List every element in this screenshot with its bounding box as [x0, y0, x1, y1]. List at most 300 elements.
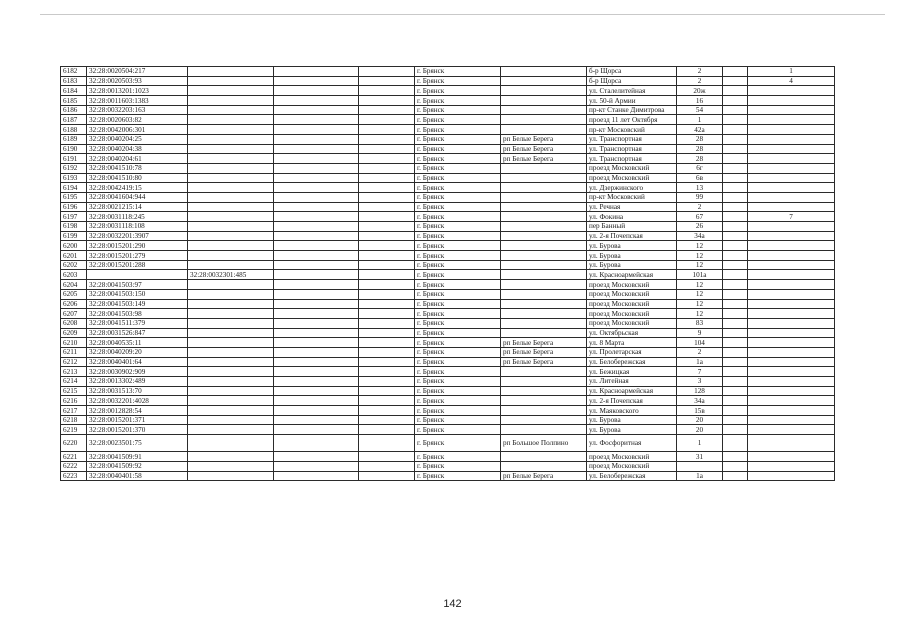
previous-number-cell	[188, 338, 274, 348]
apartment-cell	[748, 415, 835, 425]
previous-number-cell	[188, 357, 274, 367]
table-row	[61, 241, 835, 251]
empty-cell	[274, 386, 359, 396]
previous-number-cell	[188, 125, 274, 135]
empty-cell	[723, 115, 748, 125]
city-cell: г. Брянск	[415, 251, 501, 261]
city-cell: г. Брянск	[415, 425, 501, 435]
empty-cell	[359, 192, 415, 202]
apartment-cell	[748, 115, 835, 125]
empty-cell	[274, 212, 359, 222]
empty-cell	[723, 289, 748, 299]
table-row	[61, 309, 835, 319]
apartment-cell	[748, 435, 835, 452]
house-number-cell: 12	[677, 309, 723, 319]
district-cell	[501, 377, 587, 387]
table-row	[61, 134, 835, 144]
apartment-cell	[748, 338, 835, 348]
empty-cell	[274, 471, 359, 481]
apartment-cell	[748, 125, 835, 135]
empty-cell	[723, 347, 748, 357]
cadastral-number-cell: 32:28:0032201:4028	[87, 396, 188, 406]
empty-cell	[274, 406, 359, 416]
cadastral-number-cell: 32:28:0041509:91	[87, 452, 188, 462]
empty-cell	[723, 231, 748, 241]
district-cell	[501, 328, 587, 338]
city-cell: г. Брянск	[415, 415, 501, 425]
district-cell	[501, 125, 587, 135]
street-cell: ул. Красноармейская	[587, 270, 677, 280]
district-cell	[501, 173, 587, 183]
street-cell: ул. Бурова	[587, 251, 677, 261]
cadastral-number-cell: 32:28:0041511:379	[87, 318, 188, 328]
house-number-cell: 31	[677, 452, 723, 462]
street-cell: ул. Красноармейская	[587, 386, 677, 396]
empty-cell	[723, 251, 748, 261]
empty-cell	[274, 377, 359, 387]
empty-cell	[359, 105, 415, 115]
house-number-cell: 28	[677, 154, 723, 164]
city-cell: г. Брянск	[415, 183, 501, 193]
street-cell: проезд Московский	[587, 299, 677, 309]
row-number-cell: 6207	[61, 309, 87, 319]
house-number-cell: 2	[677, 76, 723, 86]
previous-number-cell: 32:28:0032301:485	[188, 270, 274, 280]
house-number-cell: 28	[677, 134, 723, 144]
district-cell	[501, 260, 587, 270]
previous-number-cell	[188, 202, 274, 212]
previous-number-cell	[188, 67, 274, 77]
cadastral-number-cell: 32:28:0030902:909	[87, 367, 188, 377]
city-cell: г. Брянск	[415, 212, 501, 222]
street-cell: ул. Пролетарская	[587, 347, 677, 357]
table-row	[61, 86, 835, 96]
empty-cell	[723, 270, 748, 280]
empty-cell	[359, 134, 415, 144]
row-number-cell: 6188	[61, 125, 87, 135]
street-cell: ул. Бурова	[587, 260, 677, 270]
street-cell: ул. Транспортная	[587, 144, 677, 154]
row-number-cell: 6204	[61, 280, 87, 290]
row-number-cell: 6222	[61, 461, 87, 471]
table-row	[61, 270, 835, 280]
district-cell	[501, 202, 587, 212]
empty-cell	[359, 415, 415, 425]
table-row	[61, 260, 835, 270]
empty-cell	[723, 309, 748, 319]
apartment-cell	[748, 377, 835, 387]
city-cell: г. Брянск	[415, 299, 501, 309]
empty-cell	[723, 280, 748, 290]
empty-cell	[274, 280, 359, 290]
city-cell: г. Брянск	[415, 461, 501, 471]
apartment-cell	[748, 154, 835, 164]
empty-cell	[274, 435, 359, 452]
table-row	[61, 96, 835, 106]
street-cell: ул. Сталелитейная	[587, 86, 677, 96]
table-row	[61, 105, 835, 115]
empty-cell	[723, 406, 748, 416]
empty-cell	[359, 357, 415, 367]
house-number-cell: 6в	[677, 173, 723, 183]
street-cell: проезд 11 лет Октября	[587, 115, 677, 125]
apartment-cell	[748, 367, 835, 377]
empty-cell	[723, 425, 748, 435]
apartment-cell	[748, 105, 835, 115]
empty-cell	[359, 318, 415, 328]
house-number-cell: 6г	[677, 163, 723, 173]
empty-cell	[359, 452, 415, 462]
cadastral-number-cell: 32:28:0040209:20	[87, 347, 188, 357]
empty-cell	[359, 260, 415, 270]
row-number-cell: 6196	[61, 202, 87, 212]
cadastral-number-cell: 32:28:0015201:279	[87, 251, 188, 261]
empty-cell	[723, 435, 748, 452]
empty-cell	[723, 328, 748, 338]
apartment-cell	[748, 299, 835, 309]
city-cell: г. Брянск	[415, 154, 501, 164]
cadastral-number-cell: 32:28:0015201:290	[87, 241, 188, 251]
previous-number-cell	[188, 347, 274, 357]
city-cell: г. Брянск	[415, 173, 501, 183]
apartment-cell	[748, 406, 835, 416]
row-number-cell: 6218	[61, 415, 87, 425]
table-row	[61, 367, 835, 377]
empty-cell	[723, 299, 748, 309]
empty-cell	[723, 96, 748, 106]
previous-number-cell	[188, 289, 274, 299]
empty-cell	[274, 173, 359, 183]
empty-cell	[723, 212, 748, 222]
apartment-cell	[748, 241, 835, 251]
empty-cell	[723, 202, 748, 212]
previous-number-cell	[188, 105, 274, 115]
street-cell: ул. 2-я Почепская	[587, 396, 677, 406]
empty-cell	[274, 125, 359, 135]
apartment-cell	[748, 86, 835, 96]
street-cell: ул. Бурова	[587, 241, 677, 251]
district-cell	[501, 241, 587, 251]
empty-cell	[274, 231, 359, 241]
registry-rows	[61, 67, 835, 481]
table-row	[61, 76, 835, 86]
table-row	[61, 435, 835, 452]
cadastral-number-cell: 32:28:0031526:847	[87, 328, 188, 338]
city-cell: г. Брянск	[415, 357, 501, 367]
previous-number-cell	[188, 377, 274, 387]
empty-cell	[723, 396, 748, 406]
district-cell: рп Белые Берега	[501, 471, 587, 481]
house-number-cell	[677, 461, 723, 471]
empty-cell	[723, 105, 748, 115]
district-cell	[501, 406, 587, 416]
city-cell: г. Брянск	[415, 76, 501, 86]
empty-cell	[359, 86, 415, 96]
apartment-cell: 1	[748, 67, 835, 77]
row-number-cell: 6213	[61, 367, 87, 377]
apartment-cell	[748, 192, 835, 202]
empty-cell	[359, 144, 415, 154]
row-number-cell: 6205	[61, 289, 87, 299]
row-number-cell: 6197	[61, 212, 87, 222]
cadastral-number-cell: 32:28:0040401:64	[87, 357, 188, 367]
house-number-cell: 15в	[677, 406, 723, 416]
table-row	[61, 231, 835, 241]
empty-cell	[723, 338, 748, 348]
street-cell: ул. 50-й Армии	[587, 96, 677, 106]
street-cell: ул. Белобережская	[587, 357, 677, 367]
previous-number-cell	[188, 471, 274, 481]
street-cell: ул. Литейная	[587, 377, 677, 387]
table-row	[61, 280, 835, 290]
row-number-cell: 6214	[61, 377, 87, 387]
cadastral-number-cell: 32:28:0021215:14	[87, 202, 188, 212]
apartment-cell	[748, 347, 835, 357]
table-row	[61, 144, 835, 154]
empty-cell	[274, 318, 359, 328]
empty-cell	[359, 154, 415, 164]
cadastral-number-cell: 32:28:0012828:54	[87, 406, 188, 416]
table-row	[61, 299, 835, 309]
district-cell	[501, 192, 587, 202]
city-cell: г. Брянск	[415, 67, 501, 77]
empty-cell	[723, 367, 748, 377]
district-cell	[501, 280, 587, 290]
empty-cell	[274, 415, 359, 425]
row-number-cell: 6212	[61, 357, 87, 367]
city-cell: г. Брянск	[415, 231, 501, 241]
empty-cell	[359, 115, 415, 125]
street-cell: пр-кт Московский	[587, 125, 677, 135]
district-cell	[501, 452, 587, 462]
empty-cell	[274, 289, 359, 299]
previous-number-cell	[188, 425, 274, 435]
apartment-cell	[748, 318, 835, 328]
house-number-cell: 20	[677, 415, 723, 425]
address-registry-table	[60, 66, 835, 481]
table-row	[61, 338, 835, 348]
empty-cell	[723, 86, 748, 96]
house-number-cell: 20	[677, 425, 723, 435]
empty-cell	[359, 202, 415, 212]
street-cell: пр-кт Станке Димитрова	[587, 105, 677, 115]
previous-number-cell	[188, 173, 274, 183]
empty-cell	[359, 425, 415, 435]
city-cell: г. Брянск	[415, 452, 501, 462]
district-cell	[501, 183, 587, 193]
empty-cell	[723, 192, 748, 202]
street-cell: проезд Московский	[587, 289, 677, 299]
apartment-cell	[748, 386, 835, 396]
empty-cell	[274, 115, 359, 125]
city-cell: г. Брянск	[415, 192, 501, 202]
district-cell	[501, 251, 587, 261]
previous-number-cell	[188, 76, 274, 86]
previous-number-cell	[188, 415, 274, 425]
registry-sheet	[60, 66, 835, 481]
row-number-cell: 6202	[61, 260, 87, 270]
empty-cell	[723, 241, 748, 251]
city-cell: г. Брянск	[415, 289, 501, 299]
empty-cell	[359, 212, 415, 222]
empty-cell	[359, 67, 415, 77]
house-number-cell: 12	[677, 289, 723, 299]
table-row	[61, 173, 835, 183]
cadastral-number-cell: 32:28:0042419:15	[87, 183, 188, 193]
district-cell: рп Белые Берега	[501, 347, 587, 357]
empty-cell	[359, 406, 415, 416]
table-row	[61, 347, 835, 357]
district-cell	[501, 415, 587, 425]
empty-cell	[723, 357, 748, 367]
apartment-cell	[748, 222, 835, 232]
empty-cell	[274, 144, 359, 154]
house-number-cell: 54	[677, 105, 723, 115]
empty-cell	[723, 183, 748, 193]
cadastral-number-cell: 32:28:0020603:82	[87, 115, 188, 125]
district-cell: рп Белые Берега	[501, 357, 587, 367]
previous-number-cell	[188, 222, 274, 232]
district-cell	[501, 231, 587, 241]
empty-cell	[274, 134, 359, 144]
district-cell	[501, 309, 587, 319]
district-cell	[501, 386, 587, 396]
street-cell: ул. Бежицкая	[587, 367, 677, 377]
apartment-cell	[748, 231, 835, 241]
empty-cell	[274, 192, 359, 202]
house-number-cell: 42а	[677, 125, 723, 135]
row-number-cell: 6217	[61, 406, 87, 416]
row-number-cell: 6220	[61, 435, 87, 452]
district-cell	[501, 96, 587, 106]
street-cell: проезд Московский	[587, 163, 677, 173]
empty-cell	[723, 222, 748, 232]
district-cell: рп Белые Берега	[501, 154, 587, 164]
city-cell: г. Брянск	[415, 471, 501, 481]
house-number-cell: 34а	[677, 231, 723, 241]
row-number-cell: 6194	[61, 183, 87, 193]
previous-number-cell	[188, 299, 274, 309]
row-number-cell: 6223	[61, 471, 87, 481]
house-number-cell: 67	[677, 212, 723, 222]
previous-number-cell	[188, 144, 274, 154]
district-cell	[501, 289, 587, 299]
empty-cell	[359, 386, 415, 396]
cadastral-number-cell	[87, 270, 188, 280]
empty-cell	[274, 461, 359, 471]
previous-number-cell	[188, 386, 274, 396]
house-number-cell: 13	[677, 183, 723, 193]
house-number-cell: 1	[677, 435, 723, 452]
empty-cell	[274, 251, 359, 261]
apartment-cell	[748, 134, 835, 144]
house-number-cell: 34а	[677, 396, 723, 406]
city-cell: г. Брянск	[415, 318, 501, 328]
apartment-cell	[748, 452, 835, 462]
table-row	[61, 251, 835, 261]
street-cell: ул. Октябрьская	[587, 328, 677, 338]
apartment-cell	[748, 471, 835, 481]
row-number-cell: 6182	[61, 67, 87, 77]
previous-number-cell	[188, 251, 274, 261]
table-row	[61, 406, 835, 416]
table-row	[61, 461, 835, 471]
empty-cell	[723, 67, 748, 77]
district-cell	[501, 115, 587, 125]
cadastral-number-cell: 32:28:0040535:11	[87, 338, 188, 348]
previous-number-cell	[188, 212, 274, 222]
empty-cell	[274, 338, 359, 348]
street-cell: пр-кт Московский	[587, 192, 677, 202]
apartment-cell	[748, 357, 835, 367]
empty-cell	[723, 452, 748, 462]
empty-cell	[359, 76, 415, 86]
table-row	[61, 192, 835, 202]
empty-cell	[723, 415, 748, 425]
empty-cell	[274, 452, 359, 462]
empty-cell	[359, 270, 415, 280]
city-cell: г. Брянск	[415, 202, 501, 212]
empty-cell	[274, 396, 359, 406]
city-cell: г. Брянск	[415, 260, 501, 270]
city-cell: г. Брянск	[415, 396, 501, 406]
cadastral-number-cell: 32:28:0041503:150	[87, 289, 188, 299]
cadastral-number-cell: 32:28:0041510:80	[87, 173, 188, 183]
previous-number-cell	[188, 435, 274, 452]
apartment-cell	[748, 289, 835, 299]
cadastral-number-cell: 32:28:0013302:489	[87, 377, 188, 387]
house-number-cell: 1	[677, 115, 723, 125]
table-row	[61, 396, 835, 406]
row-number-cell: 6193	[61, 173, 87, 183]
district-cell	[501, 425, 587, 435]
apartment-cell: 7	[748, 212, 835, 222]
city-cell: г. Брянск	[415, 222, 501, 232]
empty-cell	[274, 76, 359, 86]
row-number-cell: 6200	[61, 241, 87, 251]
empty-cell	[359, 241, 415, 251]
previous-number-cell	[188, 280, 274, 290]
previous-number-cell	[188, 231, 274, 241]
empty-cell	[274, 357, 359, 367]
row-number-cell: 6183	[61, 76, 87, 86]
apartment-cell	[748, 309, 835, 319]
empty-cell	[274, 367, 359, 377]
street-cell: проезд Московский	[587, 452, 677, 462]
city-cell: г. Брянск	[415, 435, 501, 452]
previous-number-cell	[188, 367, 274, 377]
apartment-cell	[748, 461, 835, 471]
street-cell: проезд Московский	[587, 461, 677, 471]
city-cell: г. Брянск	[415, 338, 501, 348]
empty-cell	[359, 367, 415, 377]
city-cell: г. Брянск	[415, 377, 501, 387]
empty-cell	[359, 299, 415, 309]
apartment-cell	[748, 270, 835, 280]
row-number-cell: 6203	[61, 270, 87, 280]
house-number-cell: 2	[677, 347, 723, 357]
street-cell: ул. Маяковского	[587, 406, 677, 416]
cadastral-number-cell: 32:28:0015201:288	[87, 260, 188, 270]
street-cell: проезд Московский	[587, 173, 677, 183]
cadastral-number-cell: 32:28:0011603:1383	[87, 96, 188, 106]
city-cell: г. Брянск	[415, 105, 501, 115]
empty-cell	[359, 222, 415, 232]
empty-cell	[359, 309, 415, 319]
cadastral-number-cell: 32:28:0031513:70	[87, 386, 188, 396]
empty-cell	[359, 96, 415, 106]
page-number: 142	[443, 598, 462, 610]
